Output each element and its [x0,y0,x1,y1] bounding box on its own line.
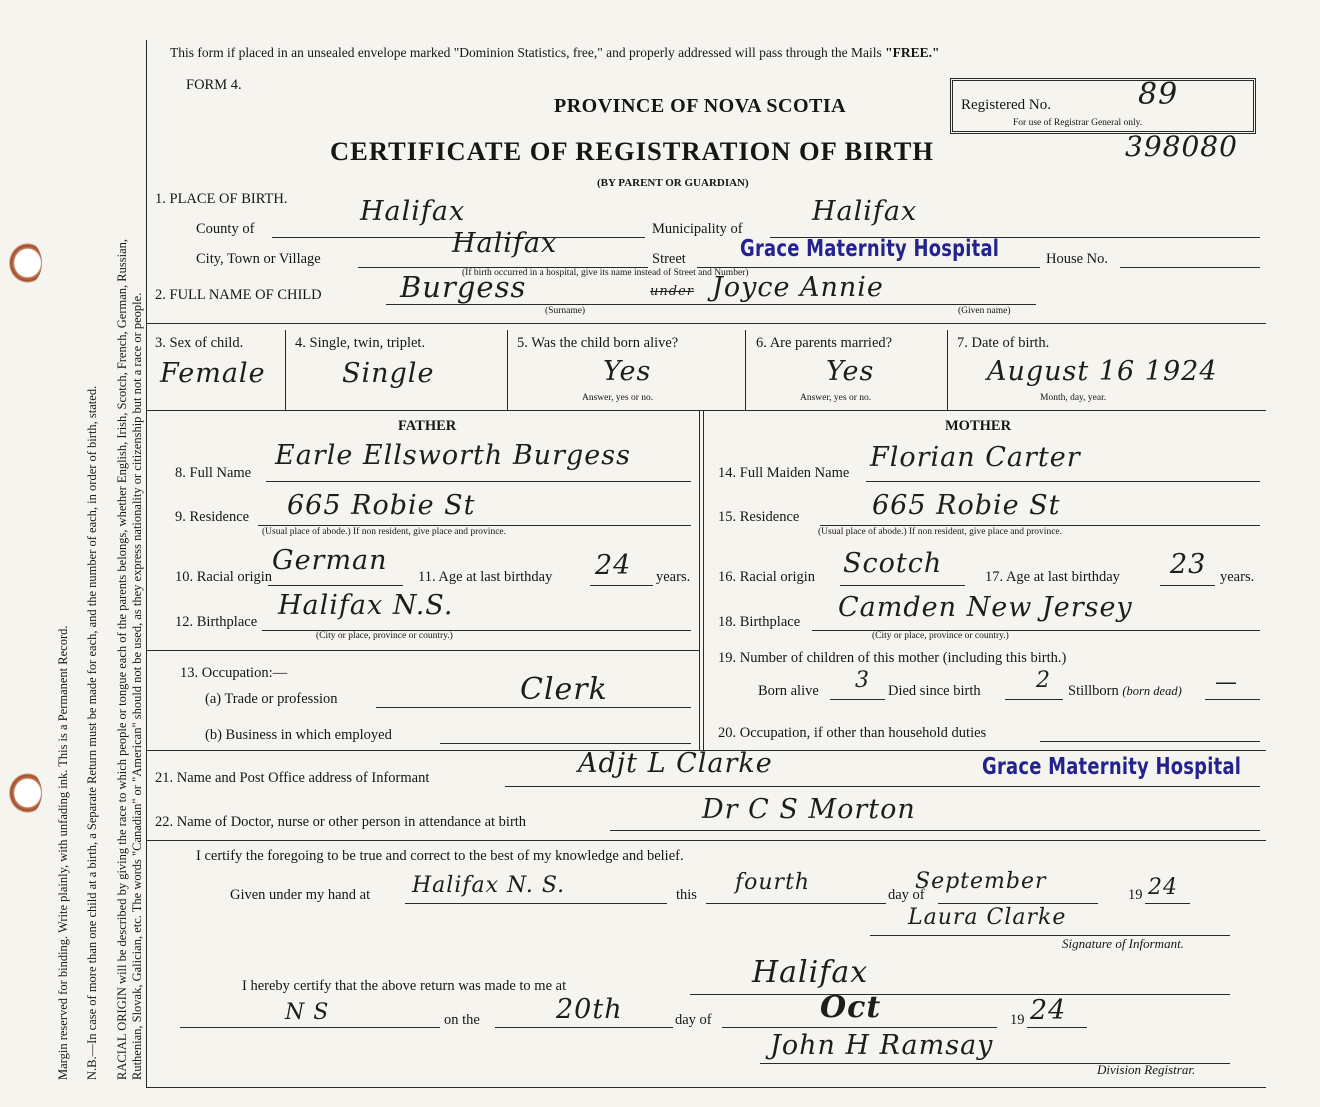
given-place-value: Halifax N. S. [412,873,566,898]
sex-label: 3. Sex of child. [155,335,244,351]
day-line [706,903,886,904]
doctor-value: Dr C S Morton [702,794,916,825]
informant-signature-caption: Signature of Informant. [1062,936,1184,951]
mother-age-value: 23 [1170,549,1207,580]
row3-divider-4 [947,330,948,410]
mother-heading: MOTHER [945,418,1012,434]
informant-line [505,786,1260,787]
frame-left [146,40,147,1088]
month-line [938,903,1098,904]
father-residence-value: 665 Robie St [287,490,476,521]
certificate-title: CERTIFICATE OF REGISTRATION OF BIRTH [330,136,934,166]
parents-married-label: 6. Are parents married? [756,335,893,351]
street-stamp: Grace Maternity Hospital [740,236,1000,262]
plurality-label: 4. Single, twin, triplet. [295,335,426,351]
child-name-struck: under [650,284,694,299]
registrar-day-value: 20th [556,994,623,1025]
year-prefix-text: 19 [1128,887,1143,903]
divider-parents-top [146,410,1266,411]
child-name-label: 2. FULL NAME OF CHILD [155,287,322,303]
father-business-label: (b) Business in which employed [205,727,392,743]
house-number-label: House No. [1046,251,1109,267]
sex-value: Female [160,358,266,389]
mother-children-label: 19. Number of children of this mother (including this birth.) [718,650,1067,666]
registrar-day-of-label: day of [675,1012,712,1028]
form-number: FORM 4. [186,77,242,93]
margin-note-binding: Margin reserved for binding. Write plainly, with unfading ink. This is a Permanent Record. [56,625,70,1080]
row3-divider-1 [285,330,286,410]
place-of-birth-label: 1. PLACE OF BIRTH. [155,191,288,207]
date-of-birth-label: 7. Date of birth. [957,335,1050,351]
parents-center-divider-a [699,410,700,750]
date-of-birth-caption: Month, day, year. [1040,393,1107,403]
father-residence-label: 9. Residence [175,509,250,525]
father-business-line [440,743,691,744]
stillborn-text: Stillborn [1068,683,1119,699]
stillborn-note: (born dead) [1122,684,1182,698]
divider-row3-top [146,323,1266,324]
child-given-name: Joyce Annie [712,272,884,303]
punch-hole-bottom [6,770,42,816]
doctor-line [610,830,1260,831]
divider-certification-top [146,840,1266,841]
mother-name-line [866,481,1260,482]
mother-birthplace-caption: (City or place, province or country.) [872,631,1009,641]
father-age-unit: years. [656,569,691,585]
father-age-label: 11. Age at last birthday [418,569,553,585]
county-value: Halifax [360,196,466,227]
father-heading: FATHER [398,418,457,434]
mother-occupation-label: 20. Occupation, if other than household duties [718,725,987,741]
registrar-year-value: 24 [1030,995,1067,1026]
mother-age-line [1160,585,1215,586]
this-label: this [676,887,697,903]
father-birthplace-label: 12. Birthplace [175,614,258,630]
house-number-line [1120,267,1260,268]
certificate-subtitle: (BY PARENT OR GUARDIAN) [597,177,749,189]
born-alive-value: Yes [603,356,652,387]
mother-racial-origin-line [840,585,965,586]
given-place-line [405,903,667,904]
month-value: September [915,869,1047,894]
year-line [1145,903,1190,904]
postal-notice: This form if placed in an unsealed envelope marked "Dominion Statistics, free," and properly addressed will pass through the Mails "FREE." [170,45,940,60]
mother-racial-origin-value: Scotch [843,548,943,579]
father-birthplace-caption: (City or place, province or country.) [316,631,453,641]
city-value: Halifax [452,228,558,259]
row3-divider-2 [507,330,508,410]
child-name-line [386,304,1036,305]
father-trade-line [376,707,691,708]
born-alive-label: 5. Was the child born alive? [517,335,679,351]
registrar-place-value-2: N S [285,1000,330,1025]
informant-value: Adjt L Clarke [578,748,773,779]
stillborn-line [1205,699,1260,700]
born-alive-caption: Answer, yes or no. [582,393,654,403]
mother-age-unit: years. [1220,569,1255,585]
given-name-caption: (Given name) [958,306,1011,316]
informant-signature: Laura Clarke [908,905,1067,930]
municipality-label: Municipality of [652,221,743,237]
registrar-year-line [1027,1027,1087,1028]
born-alive-count-label: Born alive [758,683,819,699]
parents-married-caption: Answer, yes or no. [800,393,872,403]
municipality-value: Halifax [812,196,918,227]
county-label: County of [196,221,255,237]
registrar-place-line-2 [180,1027,440,1028]
registrar-on-the-label: on the [444,1012,480,1028]
father-residence-line [258,525,691,526]
street-label: Street [652,251,686,267]
margin-note-multiple-births: N.B.—In case of more than one child at a birth, a Separate Return must be made for each, and the number of each, in order of birth, stated. [85,385,99,1080]
mother-birthplace-value: Camden New Jersey [838,592,1133,623]
margin-note-racial-origin-1: RACIAL ORIGIN will be described by giving the race to which people or tongue each of the parents belongs, whether English, Irish, Scotch, French, German, Russian, [115,239,129,1080]
registrar-caption: Division Registrar. [1097,1062,1196,1077]
died-since-birth-label: Died since birth [888,683,981,699]
born-alive-count-value: 3 [855,668,870,693]
row3-divider-3 [745,330,746,410]
father-trade-label: (a) Trade or profession [205,691,338,707]
father-name-line [266,481,691,482]
mother-residence-value: 665 Robie St [872,490,1061,521]
registrar-day-line [495,1027,673,1028]
informant-label: 21. Name and Post Office address of Informant [155,770,430,786]
father-age-line [590,585,653,586]
died-since-birth-line [1005,699,1063,700]
registrar-year-prefix: 19 [1010,1012,1025,1028]
registrar-certify-statement: I hereby certify that the above return was made to me at [242,978,567,994]
mother-racial-origin-label: 16. Racial origin [718,569,816,585]
father-racial-origin-value: German [272,545,388,576]
mother-occupation-line [1040,741,1260,742]
city-label: City, Town or Village [196,251,321,267]
parents-center-divider-b [703,410,704,750]
surname-caption: (Surname) [545,306,586,316]
stillborn-label [1068,683,1182,700]
father-racial-origin-line [268,585,403,586]
mother-name-value: Florian Carter [870,442,1081,473]
informant-stamp: Grace Maternity Hospital [982,754,1242,780]
mother-name-label: 14. Full Maiden Name [718,465,850,481]
registered-label: Registered No. [961,97,1051,113]
year-value: 24 [1148,875,1178,900]
born-alive-count-line [830,699,885,700]
father-divider-occupation [146,650,699,651]
registrar-signature: John H Ramsay [770,1030,994,1061]
father-residence-caption: (Usual place of abode.) If non resident, give place and province. [262,527,506,537]
died-since-birth-value: 2 [1036,668,1051,693]
margin-note-racial-origin-2: Ruthenian, Slovak, Galician, etc. The words "Canadian" or "American" should not be used, as they express nationality or citizenship but not a race or people. [130,292,144,1080]
given-under-hand-label: Given under my hand at [230,887,371,903]
mother-residence-label: 15. Residence [718,509,800,525]
doctor-label: 22. Name of Doctor, nurse or other person in attendance at birth [155,814,527,830]
street-note: (If birth occurred in a hospital, give its name instead of Street and Number) [462,268,749,278]
registered-box [950,78,1256,134]
mother-residence-line [820,525,1260,526]
father-occupation-label: 13. Occupation:— [180,665,288,681]
stillborn-value: — [1215,670,1238,695]
year-prefix [1128,887,1143,904]
registrar-place-value: Halifax [752,955,869,990]
day-of-label: day of [888,887,925,903]
parents-married-value: Yes [826,356,875,387]
father-racial-origin-label: 10. Racial origin [175,569,273,585]
registrar-month-line [722,1027,997,1028]
mother-age-label: 17. Age at last birthday [985,569,1120,585]
child-surname: Burgess [400,270,527,304]
registered-number: 89 [1138,77,1179,112]
certify-statement: I certify the foregoing to be true and correct to the best of my knowledge and belief. [196,848,684,864]
father-trade-value: Clerk [520,672,608,707]
file-number: 398080 [1125,130,1238,163]
registrar-month-value: Oct [820,990,882,1025]
punch-hole-top [6,240,42,286]
registrar-place-line [690,994,1230,995]
province-heading: PROVINCE OF NOVA SCOTIA [554,95,847,117]
date-of-birth-value: August 16 1924 [987,356,1218,387]
mother-birthplace-label: 18. Birthplace [718,614,801,630]
father-age-value: 24 [595,550,632,581]
father-name-value: Earle Ellsworth Burgess [275,440,631,471]
plurality-value: Single [342,358,435,389]
registrar-use-note: For use of Registrar General only. [1013,118,1143,128]
father-birthplace-value: Halifax N.S. [278,590,454,621]
father-name-label: 8. Full Name [175,465,252,481]
day-value: fourth [735,870,811,895]
mother-residence-caption: (Usual place of abode.) If non resident, give place and province. [818,527,1062,537]
frame-bottom [146,1087,1266,1088]
